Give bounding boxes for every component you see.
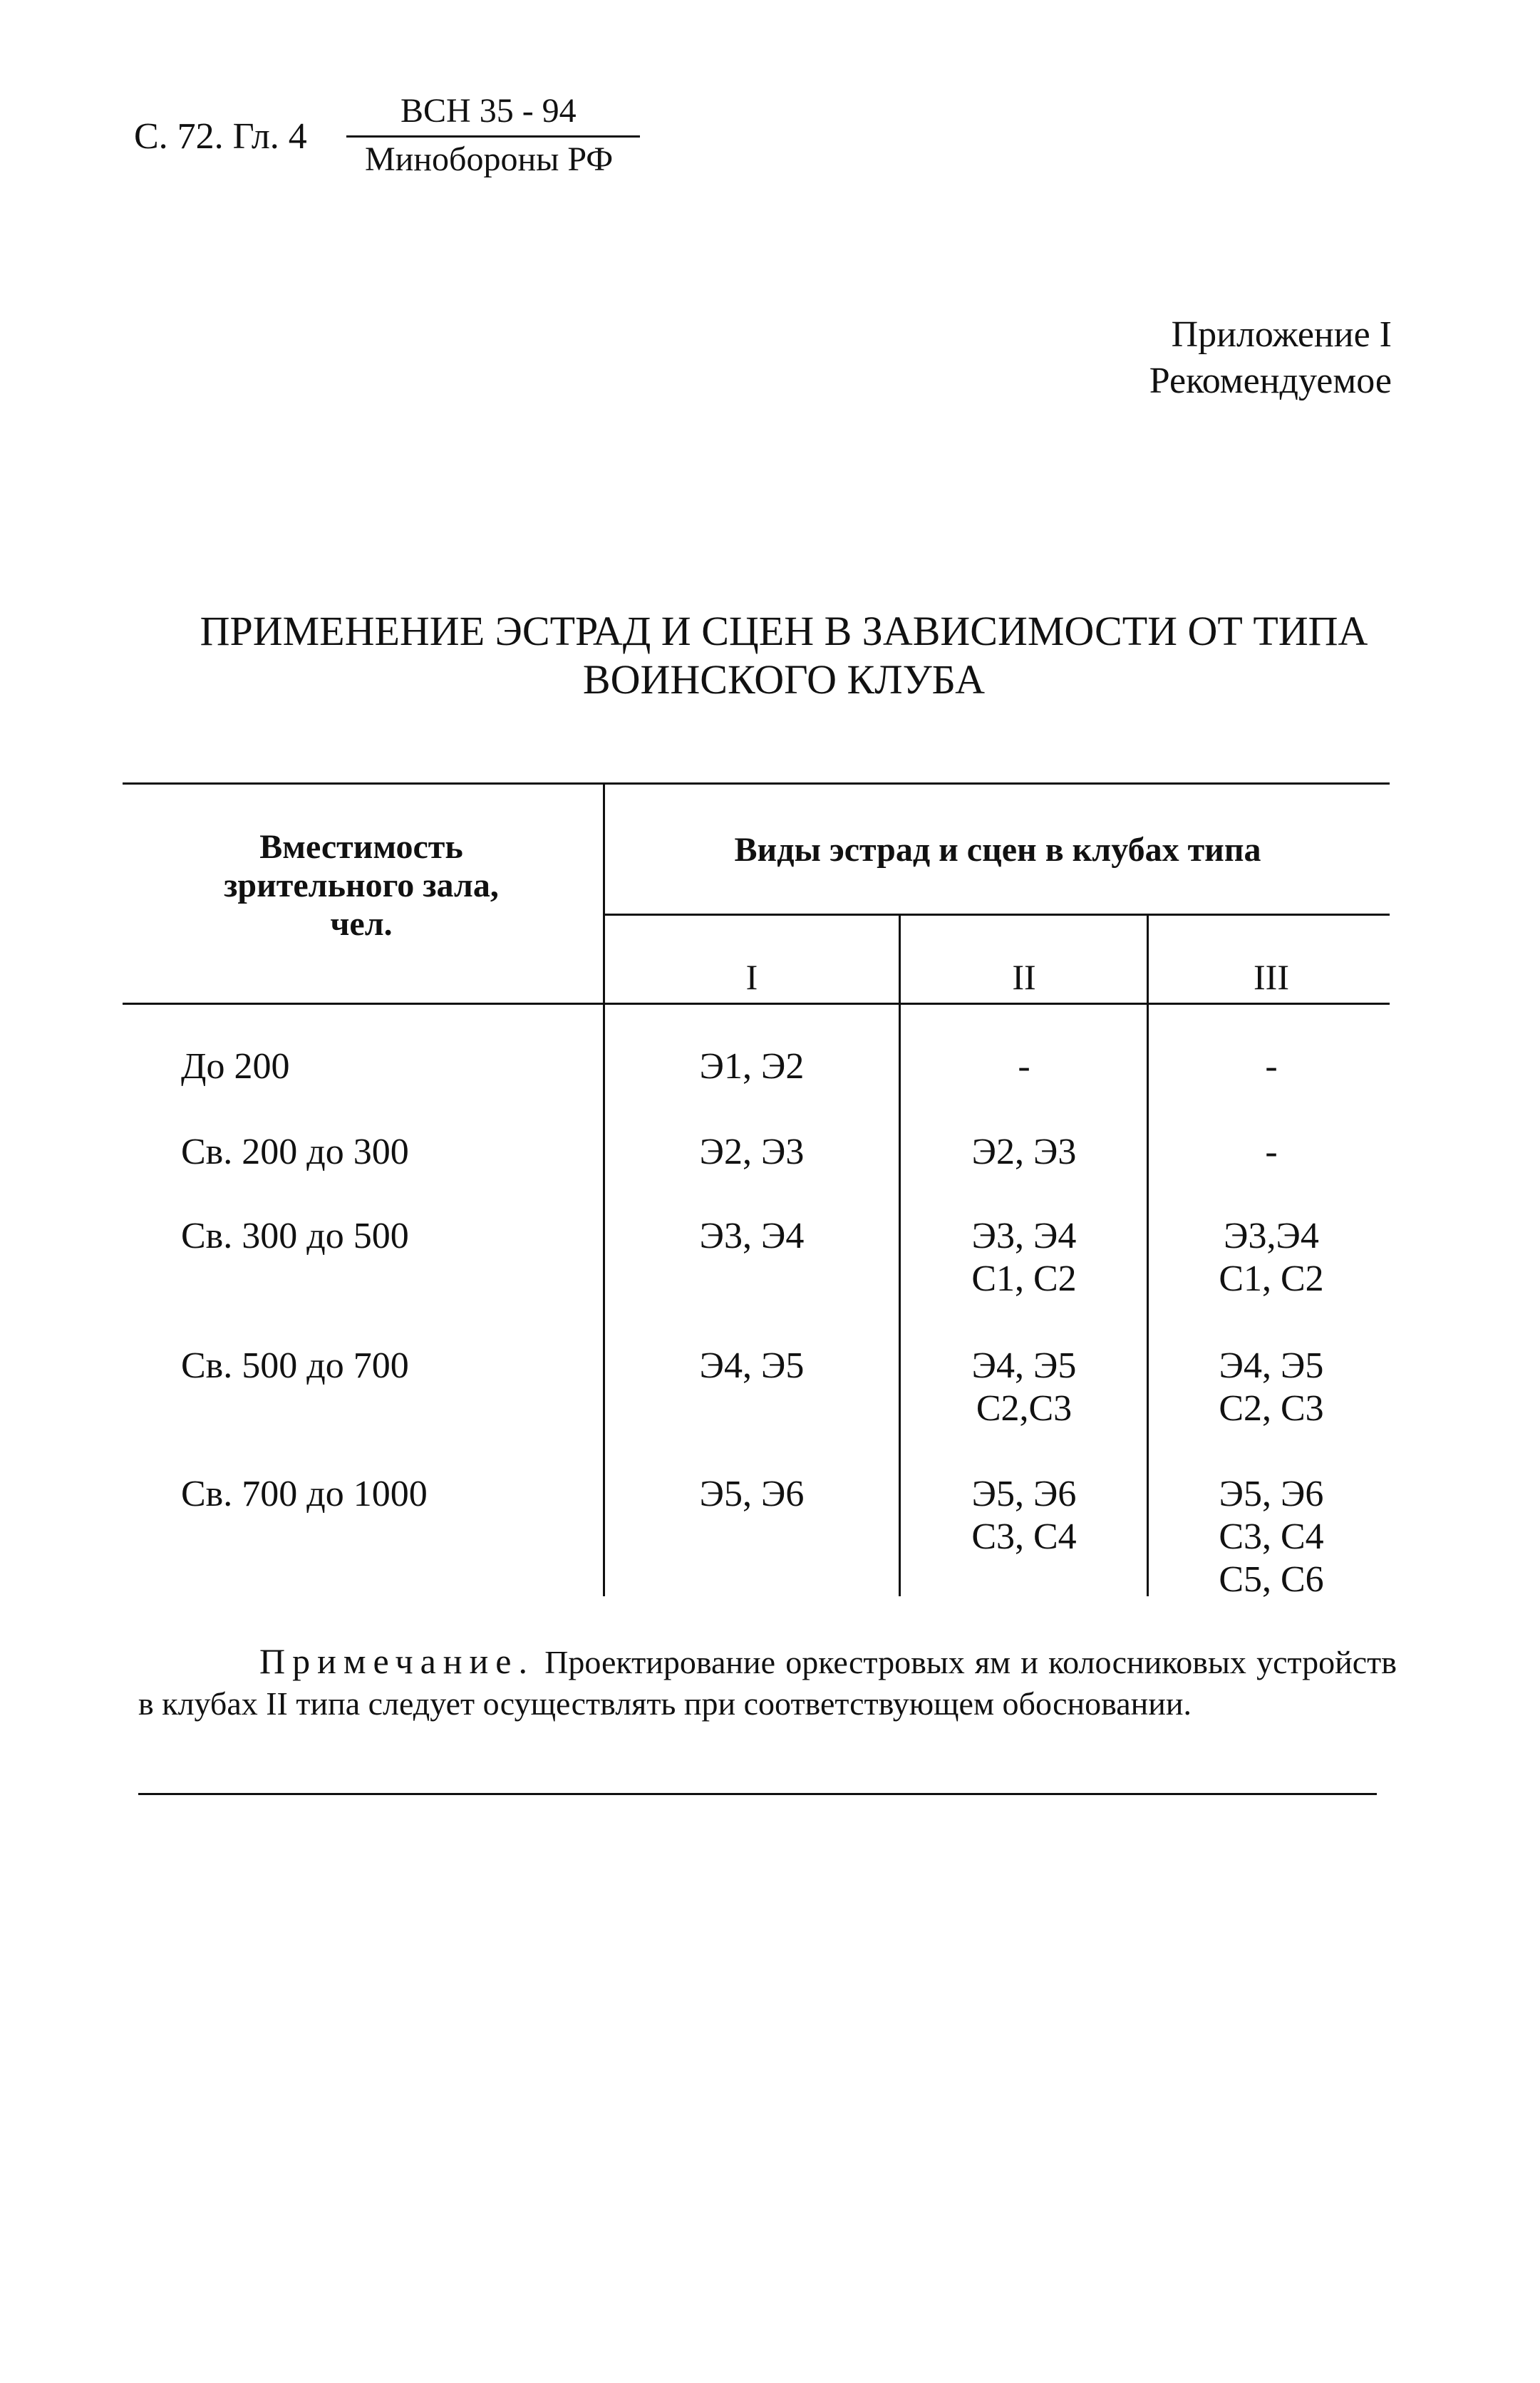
cell-type-iii: С2, С3: [1219, 1388, 1324, 1429]
column-header-stage-kinds: Виды эстрад и сцен в клубах типа: [734, 831, 1261, 869]
row-capacity: Св. 300 до 500: [181, 1216, 409, 1256]
document-title: [71, 607, 1497, 704]
cell-type-iii: -: [1265, 1132, 1278, 1172]
document-code: ВСН 35 - 94: [400, 92, 577, 130]
cell-type-ii: -: [1018, 1046, 1030, 1087]
issuing-agency: Минобороны РФ: [365, 140, 614, 178]
appendix-label: Приложение I: [1171, 314, 1392, 355]
capacity-header-line: Вместимость: [259, 828, 463, 866]
cell-type-ii: Э5, Э6: [971, 1474, 1077, 1514]
table-top-rule: [123, 782, 1390, 785]
appendix-status: Рекомендуемое: [1149, 361, 1392, 401]
header-fraction-rule: [346, 135, 640, 138]
table-header-bottom-rule: [123, 1003, 1390, 1005]
cell-type-ii: Э2, Э3: [971, 1132, 1077, 1172]
column-header-type-iii: III: [1254, 957, 1289, 997]
cell-type-iii: С3, С4: [1219, 1516, 1324, 1557]
column-header-type-ii: II: [1012, 957, 1036, 997]
capacity-header-line: зрительного зала,: [224, 867, 499, 904]
cell-type-ii: С3, С4: [971, 1516, 1077, 1557]
page-reference: С. 72. Гл. 4: [134, 116, 307, 157]
capacity-header-line: чел.: [330, 905, 393, 943]
cell-type-i: Э2, Э3: [699, 1132, 805, 1172]
column-header-capacity: [123, 828, 600, 944]
cell-type-i: Э4, Э5: [699, 1345, 805, 1386]
cell-type-ii: С2,С3: [976, 1388, 1073, 1429]
title-line-1: ПРИМЕНЕНИЕ ЭСТРАД И СЦЕН В ЗАВИСИМОСТИ ОТ ТИПА: [200, 608, 1368, 654]
row-capacity: Св. 200 до 300: [181, 1132, 409, 1172]
cell-type-ii: Э4, Э5: [971, 1345, 1077, 1386]
note-heading: Примечание.: [259, 1641, 535, 1681]
cell-type-ii: С1, С2: [971, 1258, 1077, 1299]
cell-type-i: Э5, Э6: [699, 1474, 805, 1514]
cell-type-iii: С1, С2: [1219, 1258, 1324, 1299]
cell-type-iii: -: [1265, 1046, 1278, 1087]
row-capacity: До 200: [181, 1046, 290, 1087]
cell-type-iii: С5, С6: [1219, 1559, 1324, 1600]
closing-rule: [138, 1793, 1377, 1795]
table-subheader-rule: [604, 914, 1390, 916]
note-text: Проектирование оркестровых ям и колосниковых устройств в клубах II типа следует осуществлять при соответствующем обосновании.: [138, 1644, 1397, 1722]
table-divider-capacity: [603, 782, 605, 1596]
column-header-type-i: I: [745, 957, 758, 997]
title-line-2: ВОИНСКОГО КЛУБА: [582, 656, 986, 703]
cell-type-i: Э1, Э2: [699, 1046, 805, 1087]
cell-type-ii: Э3, Э4: [971, 1216, 1077, 1256]
cell-type-iii: Э3,Э4: [1224, 1216, 1319, 1256]
cell-type-i: Э3, Э4: [699, 1216, 805, 1256]
cell-type-iii: Э5, Э6: [1219, 1474, 1324, 1514]
table-note: [138, 1640, 1397, 1725]
cell-type-iii: Э4, Э5: [1219, 1345, 1324, 1386]
row-capacity: Св. 700 до 1000: [181, 1474, 428, 1514]
row-capacity: Св. 500 до 700: [181, 1345, 409, 1386]
